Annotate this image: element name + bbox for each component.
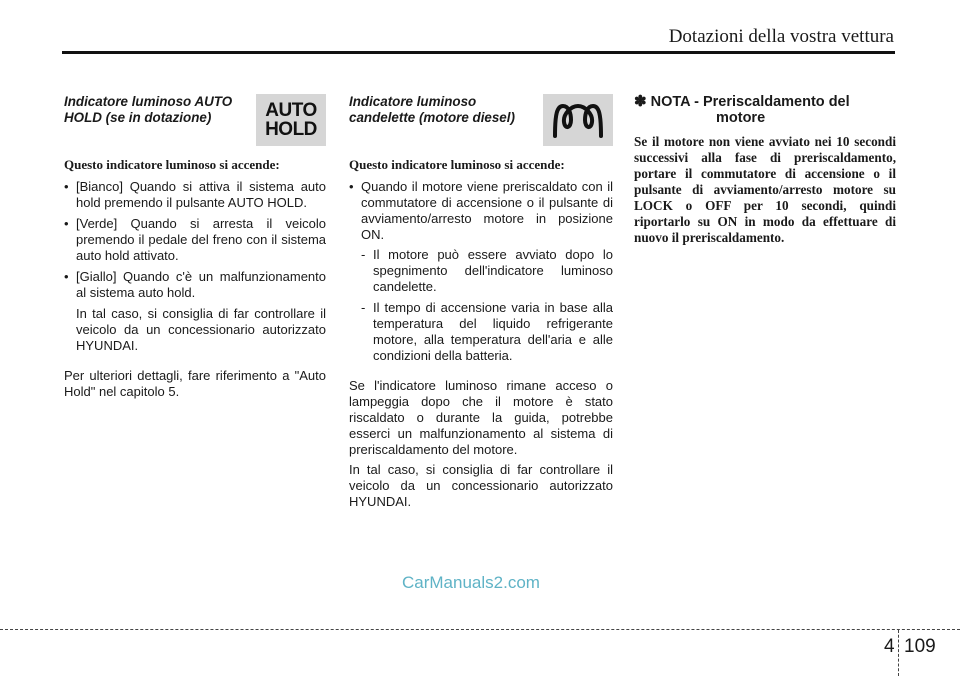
list-item-extra: In tal caso, si consiglia di far controllare il veicolo da un concessionario autorizzato HYUNDAI. bbox=[76, 306, 326, 353]
paragraph: In tal caso, si consiglia di far controllare il veicolo da un concessionario autorizzato HYUNDAI. bbox=[349, 462, 613, 509]
nota-star-icon: ✽ bbox=[634, 93, 647, 110]
column-glow-plug bbox=[349, 94, 613, 510]
chapter-number: 4 bbox=[884, 636, 895, 657]
dash-list bbox=[361, 247, 613, 364]
list-item bbox=[64, 269, 326, 354]
dash-item: - Il motore può essere avviato dopo lo spegnimento dell'indicatore luminoso candelette. bbox=[361, 247, 613, 295]
footer-rule bbox=[0, 629, 960, 630]
section-head-auto-hold bbox=[64, 94, 326, 148]
page-number: 109 bbox=[904, 636, 936, 657]
auto-hold-icon-line1: AUTO bbox=[265, 100, 317, 121]
list-item-text: • Quando il motore viene preriscaldato con il commutatore di accensione o il pulsante di avviamento/arresto motore in posizione ON. bbox=[361, 179, 613, 242]
column-nota bbox=[634, 94, 896, 246]
intro-text: Questo indicatore luminoso si accende: bbox=[349, 157, 565, 172]
nota-body: Se il motore non viene avviato nei 10 secondi successivi alla fase di preriscaldamento, portare il commutatore di accensione o il pulsante di avviamento/arresto motore su LOCK o OFF per 10 secondi, quindi riportarlo su ON in modo da effettuare di nuovo il preriscaldamento. bbox=[634, 134, 896, 245]
section-head-glow-plug bbox=[349, 94, 613, 148]
nota-title-line2: motore bbox=[716, 110, 766, 126]
glow-plug-icon bbox=[543, 94, 613, 146]
section-title-auto-hold: Indicatore luminoso AUTO HOLD (se in dotazione) bbox=[64, 94, 233, 125]
list-item bbox=[349, 179, 613, 364]
nota-title-line1: Preriscaldamento del bbox=[702, 94, 850, 110]
list-item: • [Bianco] Quando si attiva il sistema auto hold premendo il pulsante AUTO HOLD. bbox=[64, 179, 326, 211]
auto-hold-icon-line2: HOLD bbox=[265, 119, 317, 140]
glow-plug-svg bbox=[551, 100, 605, 140]
paragraph: Se l'indicatore luminoso rimane acceso o lampeggia dopo che il motore è stato riscaldato o durante la guida, potrebbe esserci un malfunzionamento al sistema di preriscaldamento del motore. bbox=[349, 378, 613, 457]
section-title-glow-plug: Indicatore luminoso candelette (motore diesel) bbox=[349, 94, 515, 125]
page-number-divider bbox=[898, 630, 899, 676]
bullet-list bbox=[64, 179, 326, 354]
nota-title bbox=[634, 94, 896, 126]
page-header-title: Dotazioni della vostra vettura bbox=[668, 26, 894, 47]
header-rule bbox=[62, 51, 895, 54]
auto-hold-icon bbox=[256, 94, 326, 146]
intro-text: Questo indicatore luminoso si accende: bbox=[64, 157, 280, 172]
nota-label: NOTA - bbox=[650, 94, 703, 110]
paragraph: Per ulteriori dettagli, fare riferimento a "Auto Hold" nel capitolo 5. bbox=[64, 368, 326, 399]
bullet-list bbox=[349, 179, 613, 364]
list-item-text: • [Giallo] Quando c'è un malfunzionamento al sistema auto hold. bbox=[76, 269, 326, 300]
list-item: • [Verde] Quando si arresta il veicolo premendo il pedale del freno con il sistema auto hold attivato. bbox=[64, 216, 326, 264]
column-auto-hold bbox=[64, 94, 326, 400]
dash-item: - Il tempo di accensione varia in base alla temperatura del liquido refrigerante motore, alla temperatura dell'aria e alle condizioni della batteria. bbox=[361, 300, 613, 364]
watermark: CarManuals2.com bbox=[402, 573, 540, 592]
